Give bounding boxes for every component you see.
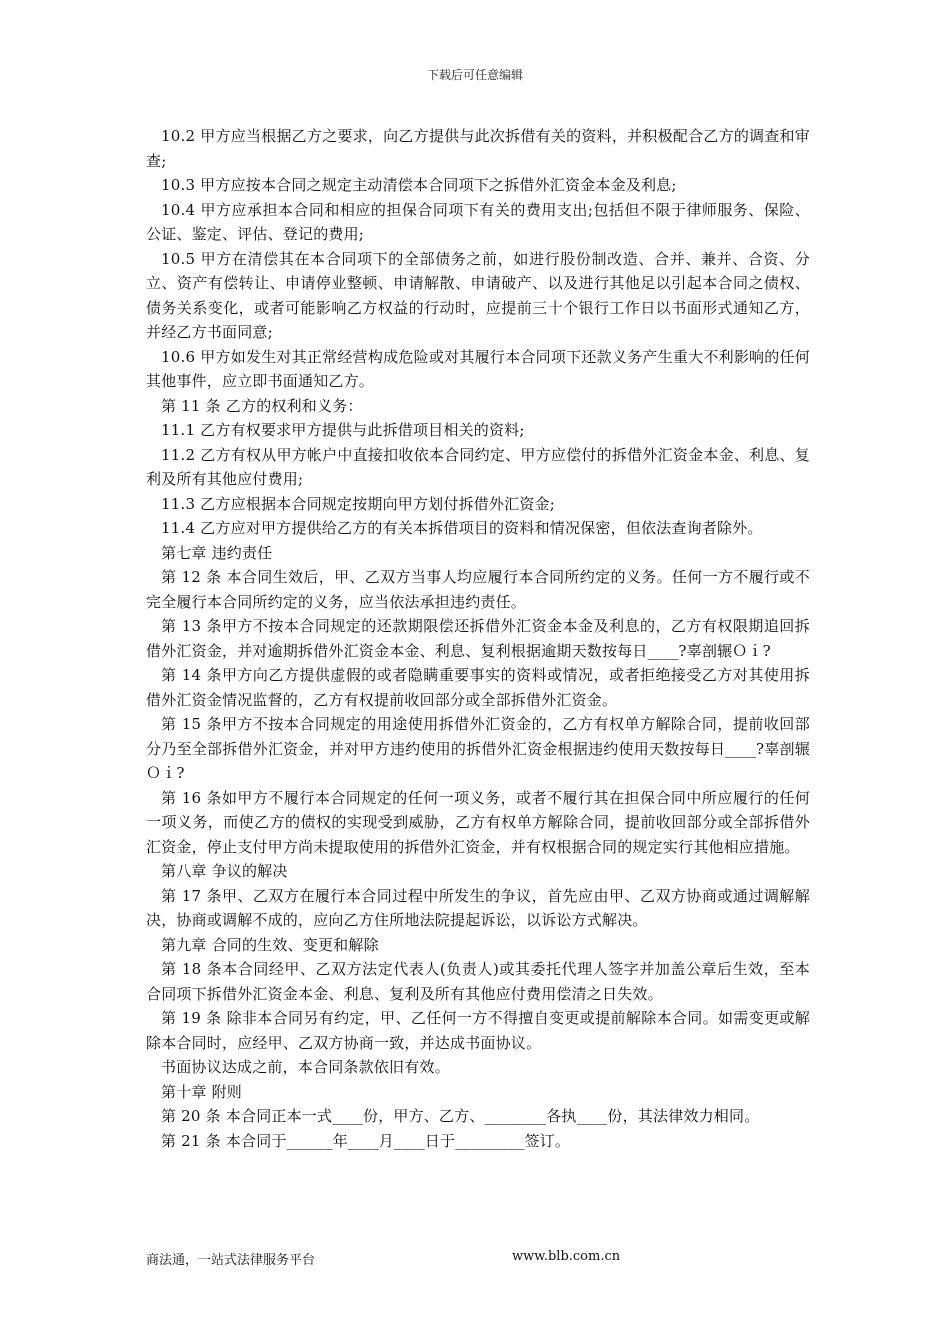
- article-14: 第 14 条甲方向乙方提供虚假的或者隐瞒重要事实的资料或情况，或者拒绝接受乙方对其使用拆借外汇资金情况监督的，乙方有权提前收回部分或全部拆借外汇资金。: [146, 666, 810, 709]
- article-16: 第 16 条如甲方不履行本合同规定的任何一项义务，或者不履行其在担保合同中所应履行的任何一项义务，而使乙方的债权的实现受到威胁，乙方有权单方解除合同，提前收回部分或全部拆借外汇资金，停止支付甲方尚未提取使用的拆借外汇资金，并有权根据合同的规定实行其他相应措施。: [146, 788, 810, 856]
- footer-brand: 商法通，一站式法律服务平台: [146, 1253, 316, 1268]
- document-body: [146, 124, 810, 1153]
- chapter-10-heading: 第十章 附则: [161, 1082, 242, 1101]
- article-12: 第 12 条 本合同生效后，甲、乙双方当事人均应履行本合同所约定的义务。任何一方不履行或不完全履行本合同所约定的义务，应当依法承担违约责任。: [146, 568, 810, 611]
- clause-10-3: 10.3 甲方应按本合同之规定主动清偿本合同项下之拆借外汇资金本金及利息;: [161, 176, 677, 194]
- clause-11-2: 11.2 乙方有权从甲方帐户中直接扣收依本合同约定、甲方应偿付的拆借外汇资金本金、利息、复利及所有其他应付费用;: [146, 445, 810, 488]
- clause-10-6: 10.6 甲方如发生对其正常经营构成危险或对其履行本合同项下还款义务产生重大不利影响的任何其他事件，应立即书面通知乙方。: [146, 347, 810, 390]
- clause-11-3: 11.3 乙方应根据本合同规定按期向甲方划付拆借外汇资金;: [161, 494, 556, 513]
- article-21: 第 21 条 本合同于______年____月____日于_________签订。: [161, 1131, 571, 1150]
- footer-url: www.blb.com.cn: [512, 1249, 621, 1264]
- clause-10-4: 10.4 甲方应承担本合同和相应的担保合同项下有关的费用支出;包括但不限于律师服务、保险、公证、鉴定、评估、登记的费用;: [146, 200, 810, 243]
- article-15: 第 15 条甲方不按本合同规定的用途使用拆借外汇资金的，乙方有权单方解除合同，提前收回部分乃至全部拆借外汇资金，并对甲方违约使用的拆借外汇资金根据违约使用天数按每日____?辜剖辗Ｏｉ?: [146, 715, 810, 782]
- article-13: 第 13 条甲方不按本合同规定的还款期限偿还拆借外汇资金本金及利息的，乙方有权限期追回拆借外汇资金，并对逾期拆借外汇资金本金、利息、复利根据逾期天数按每日____?辜剖辗Ｏｉ?: [146, 617, 810, 660]
- article-19: 第 19 条 除非本合同另有约定，甲、乙任何一方不得擅自变更或提前解除本合同。如需变更或解除本合同时，应经甲、乙双方协商一致，并达成书面协议。: [146, 1009, 810, 1052]
- article-11-heading: 第 11 条 乙方的权利和义务：: [161, 396, 363, 415]
- chapter-7-heading: 第七章 违约责任: [161, 543, 273, 562]
- article-17: 第 17 条甲、乙双方在履行本合同过程中所发生的争议，首先应由甲、乙双方协商或通过调解解决，协商或调解不成的，应向乙方住所地法院提起诉讼，以诉讼方式解决。: [146, 886, 810, 929]
- article-20: 第 20 条 本合同正本一式____份，甲方、乙方、________各执____份，其法律效力相同。: [161, 1107, 760, 1125]
- clause-11-1: 11.1 乙方有权要求甲方提供与此拆借项目相关的资料;: [161, 421, 525, 439]
- chapter-9-heading: 第九章 合同的生效、变更和解除: [161, 935, 379, 954]
- clause-10-5: 10.5 甲方在清偿其在本合同项下的全部债务之前，如进行股份制改造、合并、兼并、合资、分立、资产有偿转让、申请停业整顿、申请解散、申请破产、以及进行其他足以引起本合同之债权、债务关系变化，或者可能影响乙方权益的行动时，应提前三十个银行工作日以书面形式通知乙方，并经乙方书面同意;: [146, 249, 810, 341]
- page-header: 下载后可任意编辑: [426, 68, 523, 82]
- chapter-8-heading: 第八章 争议的解决: [161, 862, 288, 880]
- article-19-note: 书面协议达成之前，本合同条款依旧有效。: [161, 1058, 450, 1076]
- clause-10-2: 10.2 甲方应当根据乙方之要求，向乙方提供与此次拆借有关的资料，并积极配合乙方的调查和审查;: [146, 127, 810, 170]
- clause-11-4: 11.4 乙方应对甲方提供给乙方的有关本拆借项目的资料和情况保密，但依法查询者除外。: [161, 519, 763, 537]
- article-18: 第 18 条本合同经甲、乙双方法定代表人(负责人)或其委托代理人签字并加盖公章后生效，至本合同项下拆借外汇资金本金、利息、复利及所有其他应付费用偿清之日失效。: [146, 960, 810, 1003]
